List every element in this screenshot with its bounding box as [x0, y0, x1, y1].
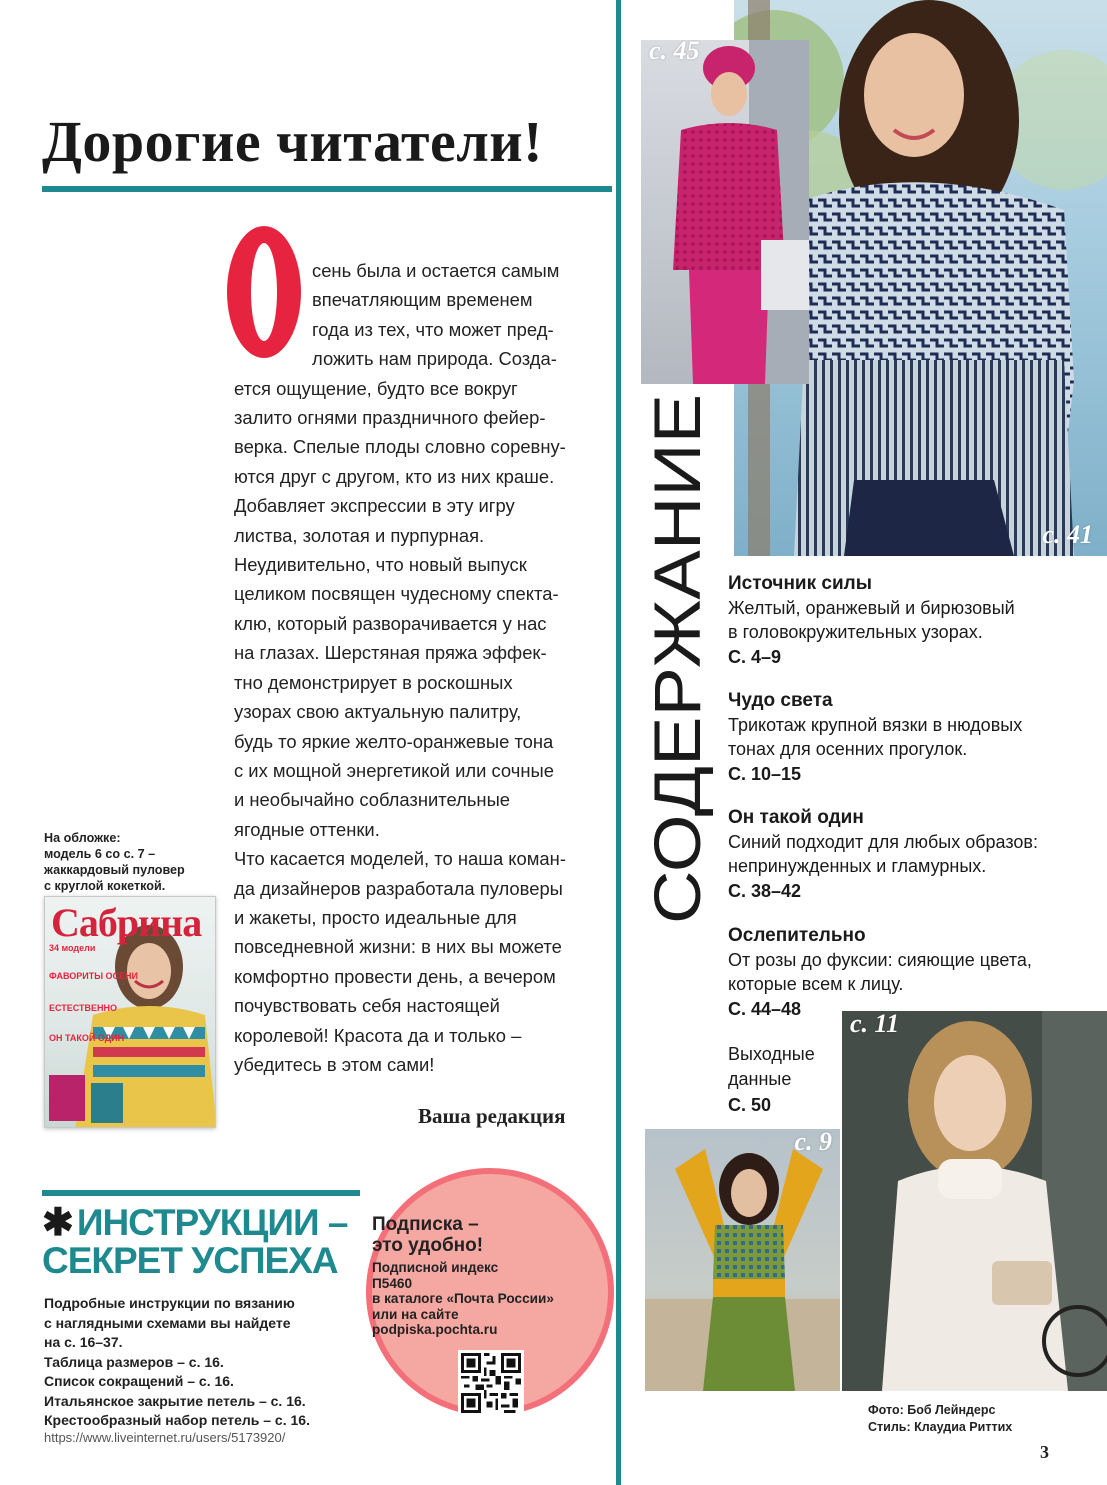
intro-line: ются друг с другом, кто из них краше.: [234, 465, 555, 487]
contents-item-desc: Трикотаж крупной вязки в нюдовых: [728, 715, 1023, 735]
intro-line: Что касается моделей, то наша коман-: [234, 848, 566, 870]
intro-line: с их мощной энергетикой или сочные: [234, 759, 554, 781]
intro-line: повседневной жизни: в них вы можете: [234, 936, 562, 958]
subscription-line: П5460: [372, 1275, 413, 1291]
pink-sweater-illustration: [641, 40, 809, 384]
intro-line: ложить нам природа. Созда-: [312, 348, 557, 370]
intro-line: и жакеты, просто идеальные для: [234, 906, 517, 928]
instructions-list: [44, 1294, 374, 1431]
cover-thumbnail: [44, 896, 216, 1128]
photo-credits: [868, 1402, 1012, 1436]
instructions-line: Список сокращений – с. 16.: [44, 1373, 234, 1389]
intro-line: Добавляет экспрессии в эту игру: [234, 495, 515, 517]
cover-tag: 34 модели: [49, 943, 96, 953]
contents-item-title: Ослепительно: [728, 925, 866, 946]
contents-item-page: С. 50: [728, 1095, 772, 1115]
contents-heading-svg: [634, 392, 714, 932]
signature: Ваша редакция: [418, 1104, 566, 1128]
cover-tag: ЕСТЕСТВЕННО: [49, 1003, 118, 1013]
subscription-line: или на сайте: [372, 1306, 459, 1322]
subscription-title: [372, 1214, 608, 1256]
instructions-line: на с. 16–37.: [44, 1334, 123, 1350]
page-label: с. 41: [1042, 520, 1093, 549]
contents-heading: [634, 392, 714, 932]
intro-line: сень была и остается самым: [312, 260, 560, 281]
contents-item-desc: От розы до фуксии: сияющие цвета,: [728, 950, 1032, 970]
contents-item-desc: в головокружительных узорах.: [728, 622, 983, 642]
column-divider: [616, 0, 621, 1485]
contents-extra-line: Выходные: [728, 1044, 815, 1064]
subscription-text: [372, 1260, 608, 1338]
intro-line: верка. Спелые плоды словно соревну-: [234, 436, 566, 458]
subscription-line: Подписной индекс: [372, 1260, 499, 1275]
white-sweater-illustration: [842, 1011, 1107, 1391]
instructions-heading-line: СЕКРЕТ УСПЕХА: [42, 1240, 338, 1281]
contents-item-desc: Синий подходит для любых образов:: [728, 832, 1038, 852]
intro-line: почувствовать себя настоящей: [234, 995, 500, 1017]
intro-line: ется ощущение, будто все вокруг: [234, 377, 518, 399]
cover-caption-line: с круглой кокеткой.: [44, 879, 166, 893]
contents-item[interactable]: [728, 572, 1088, 670]
page-label: с. 9: [794, 1129, 832, 1156]
instructions-line: Итальянское закрытие петель – с. 16.: [44, 1392, 306, 1409]
page-number: 3: [1040, 1442, 1049, 1462]
instructions-divider: [42, 1190, 360, 1196]
subscription-title-line: это удобно!: [372, 1235, 484, 1256]
contents-item-title: Чудо света: [728, 690, 833, 711]
intro-line: будь то яркие желто-оранжевые тона: [234, 730, 554, 752]
cover-caption-line: На обложке:: [44, 831, 121, 845]
intro-line: года из тех, что может пред-: [312, 318, 554, 340]
intro-line: Неудивительно, что новый выпуск: [234, 554, 527, 576]
contents-extra-line: данные: [728, 1069, 792, 1089]
contents-item-desc: которые всем к лицу.: [728, 974, 904, 994]
contents-item[interactable]: [728, 1042, 838, 1118]
cover-caption-line: жаккардовый пуловер: [44, 863, 185, 877]
intro-line: да дизайнеров разработала пуловеры: [234, 877, 563, 899]
intro-line: комфортно провести день, а вечером: [234, 965, 556, 987]
contents-item-page: С. 38–42: [728, 881, 802, 901]
asterisk-icon: ✱: [42, 1202, 73, 1244]
source-url[interactable]: https://www.liveinternet.ru/users/5173920/: [44, 1430, 286, 1445]
subscription-badge: [366, 1168, 614, 1416]
intro-line: залито огнями праздничного фейер-: [234, 407, 546, 429]
yellow-dress-illustration: [645, 1129, 840, 1391]
photo-pink-sweater: [641, 40, 809, 384]
instructions-heading: [42, 1204, 382, 1279]
contents-item-page: С. 44–48: [728, 999, 802, 1019]
cover-tag: ОН ТАКОЙ ОДИН: [49, 1033, 125, 1043]
title-divider: [42, 186, 612, 192]
contents-item-desc: непринужденных и гламурных.: [728, 856, 987, 876]
instructions-line: Подробные инструкции по вязанию: [44, 1295, 295, 1311]
contents-item[interactable]: [728, 806, 1088, 904]
intro-line: листва, золотая и пурпурная.: [234, 524, 485, 546]
intro-line: впечатляющим временем: [312, 289, 533, 311]
contents-item-desc: тонах для осенних прогулок.: [728, 739, 968, 759]
cover-caption: [44, 830, 214, 894]
intro-line: убедитесь в этом сами!: [234, 1053, 435, 1075]
intro-text: [234, 256, 604, 1079]
cover-caption-line: модель 6 со с. 7 –: [44, 847, 156, 861]
intro-line: узорах свою актуальную палитру,: [234, 701, 522, 723]
instructions-line: Крестообразный набор петель – с. 16.: [44, 1412, 310, 1428]
cover-tag: ФАВОРИТЫ ОСЕНИ: [49, 971, 138, 981]
intro-line: тно демонстрирует в роскошных: [234, 671, 513, 693]
instructions-line: с наглядными схемами вы найдете: [44, 1314, 291, 1331]
qr-code-icon[interactable]: [458, 1350, 524, 1416]
page-title: Дорогие читатели!: [42, 109, 543, 174]
page-label: с. 45: [649, 40, 700, 65]
contents-item-page: С. 4–9: [728, 647, 782, 667]
subscription-link[interactable]: podpiska.pochta.ru: [372, 1322, 498, 1337]
contents-item-page: С. 10–15: [728, 764, 802, 784]
intro-line: и необычайно соблазнительные: [234, 789, 511, 811]
contents-item-title: Источник силы: [728, 573, 872, 594]
photo-credit-line: Фото: Боб Лейндерс: [868, 1403, 996, 1417]
instructions-heading-line: ИНСТРУКЦИИ –: [76, 1202, 348, 1243]
instructions-line: Таблица размеров – с. 16.: [44, 1353, 224, 1370]
intro-line: ягодные оттенки.: [234, 818, 380, 840]
subscription-line: в каталоге «Почта России»: [372, 1291, 554, 1306]
intro-line: на глазах. Шерстяная пряжа эффек-: [234, 642, 547, 664]
photo-credit-line: Стиль: Клаудиа Риттих: [868, 1420, 1013, 1434]
contents-item[interactable]: [728, 689, 1088, 787]
contents-item-desc: Желтый, оранжевый и бирюзовый: [728, 598, 1015, 618]
subscription-title-line: Подписка –: [372, 1214, 479, 1235]
contents-heading-text: СОДЕРЖАНИЕ: [640, 451, 714, 924]
contents-item-title: Он такой один: [728, 807, 864, 828]
contents-item[interactable]: [728, 924, 1088, 1022]
photo-white-sweater: [842, 1011, 1107, 1391]
intro-line: целиком посвящен чудесному спекта-: [234, 583, 559, 605]
page-label: с. 11: [850, 1011, 900, 1038]
photo-yellow-dress: [645, 1129, 840, 1391]
intro-line: клю, который разворачивается у нас: [234, 612, 547, 634]
cover-logo: Сабрина: [51, 900, 202, 945]
intro-line: королевой! Красота да и только –: [234, 1024, 522, 1046]
